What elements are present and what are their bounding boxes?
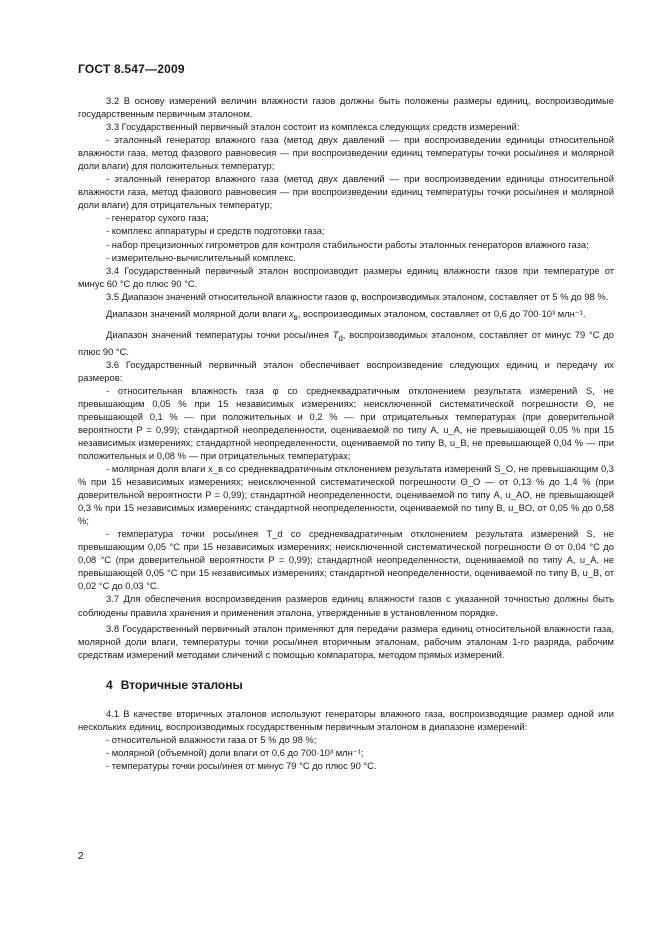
clause-4-1: 4.1 В качестве вторичных эталонов используют генераторы влажного газа, воспроизводящие размер одной или нескольких единиц, воспроизводимых государственным первичным эталоном в диапазоне измерений: bbox=[78, 707, 614, 732]
subscript: d bbox=[338, 333, 343, 343]
list-item: - температура точки росы/инея T_d со среднеквадратичным отклонением результата измерений S, не превышающим 0,05 °С при 15 независимых измерениях; неисключенной систематической погрешности Θ от 0,04 °С до 0,08 °С (при доверительной вероятности P = 0,99); стандартной неопределенности, оцениваемой по типу А, u_A, не превышающей 0,05 °С при 15 независимых измерениях; стандартной неопределенности, оцениваемой по типу В, u_B, от 0,02 °С до 0,03 °С. bbox=[78, 528, 614, 592]
list-item: - измерительно-вычислительный комплекс. bbox=[106, 251, 296, 263]
clause-3-4: 3.4 Государственный первичный эталон воспроизводит размеры единиц влажности газов при температуре от минус 60 °С до плюс 90 °С. bbox=[78, 264, 614, 289]
text-run: , воспроизводимых эталоном, составляет от минус 79 °С до плюс 90 °С. bbox=[78, 328, 614, 357]
variable: T bbox=[332, 328, 339, 340]
clause-3-6: 3.6 Государственный первичный эталон обеспечивает воспроизведение следующих единиц и передачу их размеров: bbox=[78, 358, 614, 383]
page-number: 2 bbox=[78, 851, 84, 862]
clause-3-5-molar-range bbox=[78, 307, 614, 324]
section-number: 4 bbox=[106, 677, 113, 692]
clause-3-5-dewpoint-range bbox=[78, 328, 614, 358]
clause-3-8: 3.8 Государственный первичный эталон применяют для передачи размера единиц относительной влажности газа, молярной доли влаги, температуры точки росы/инея вторичным эталонам, рабочим эталонам 1-го разряда, рабочим средствам измерений методами сличений с помощью компаратора, методом прямых измерений. bbox=[78, 622, 614, 660]
list-item: - эталонный генератор влажного газа (метод двух давлений — при воспроизведении единицы относительной влажности газа, метод фазового равновесия — при воспроизведении единиц температуры точки росы/инея и молярной доли влаги) для положительных температур; bbox=[78, 134, 614, 172]
list-item: - относительной влажности газа от 5 % до 98 %; bbox=[106, 733, 317, 745]
section-4-heading bbox=[106, 679, 614, 692]
clause-3-7: 3.7 Для обеспечения воспроизведения размеров единиц влажности газов с указанной точностью должны быть соблюдены правила хранения и применения эталона, утвержденные в установленном порядке. bbox=[78, 593, 614, 618]
list-item: - комплекс аппаратуры и средств подготовки газа; bbox=[106, 225, 325, 237]
standard-header: ГОСТ 8.547—2009 bbox=[78, 62, 185, 76]
text-run: , воспроизводимых эталоном, составляет от 0,6 до 700·10³ млн⁻¹. bbox=[297, 307, 586, 319]
text-run: Диапазон значений температуры точки росы/инея bbox=[106, 328, 333, 340]
clause-3-2: 3.2 В основу измерений величин влажности газов должны быть положены размеры единиц, воспроизводимые государственным первичным эталоном. bbox=[78, 95, 614, 120]
document-body bbox=[78, 94, 614, 772]
section-title: Вторичные эталоны bbox=[120, 677, 243, 692]
list-item: - температуры точки росы/инея от минус 79 °С до плюс 90 °С. bbox=[106, 759, 377, 771]
list-item: - набор прецизионных гигрометров для контроля стабильности работы эталонных генераторов влажного газа; bbox=[106, 238, 589, 250]
clause-3-5: 3.5 Диапазон значений относительной влажности газов φ, воспроизводимых эталоном, составляет от 5 % до 98 %. bbox=[106, 290, 609, 302]
list-item: - эталонный генератор влажного газа (метод двух давлений — при воспроизведении единицы относительной влажности газа, метод фазового равновесия — при воспроизведении единиц температуры точки росы/инея и молярной доли влаги) для отрицательных температур; bbox=[78, 173, 614, 211]
text-run: Диапазон значений молярной доли влаги bbox=[106, 307, 289, 319]
list-item: - генератор сухого газа; bbox=[106, 212, 209, 224]
subscript: в bbox=[293, 312, 298, 322]
list-item: - относительная влажность газа φ со среднеквадратичным отклонением результата измерений S, не превышающим 0,05 % при 15 независимых измерениях; неисключенной систематической погрешности Θ, не превышающей 0,1 % — при положительных и 0,2 % — при отрицательных температурах (при доверительной вероятности P = 0,99); стандартной неопределенности, оцениваемой по типу А, u_A, не превышающей 0,05 % при 15 независимых измерениях; стандартной неопределенности, оцениваемой по типу В, u_B, не превышающей 0,04 % — при положительных и 0,08 % — при отрицательных температурах; bbox=[78, 384, 614, 461]
list-item: - молярной (объемной) доли влаги от 0,6 до 700·10³ млн⁻¹; bbox=[106, 746, 364, 758]
list-item: - молярная доля влаги x_в со среднеквадратичным отклонением результата измерений S_O, не превышающим 0,3 % при 15 независимых измерениях; неисключенной систематической погрешности Θ_O — от 0,13 % до 1,4 % (при доверительной вероятности P = 0,99); стандартной неопределенности, оцениваемой по типу А, u_AO, не превышающей 0,3 % при 15 независимых измерениях; стандартной неопределенности, оцениваемой по типу В, u_BO, от 0,05 % до 0,58 %; bbox=[78, 463, 614, 527]
clause-3-3: 3.3 Государственный первичный эталон состоит из комплекса следующих средств измерений: bbox=[106, 121, 520, 133]
variable: x bbox=[288, 307, 294, 319]
